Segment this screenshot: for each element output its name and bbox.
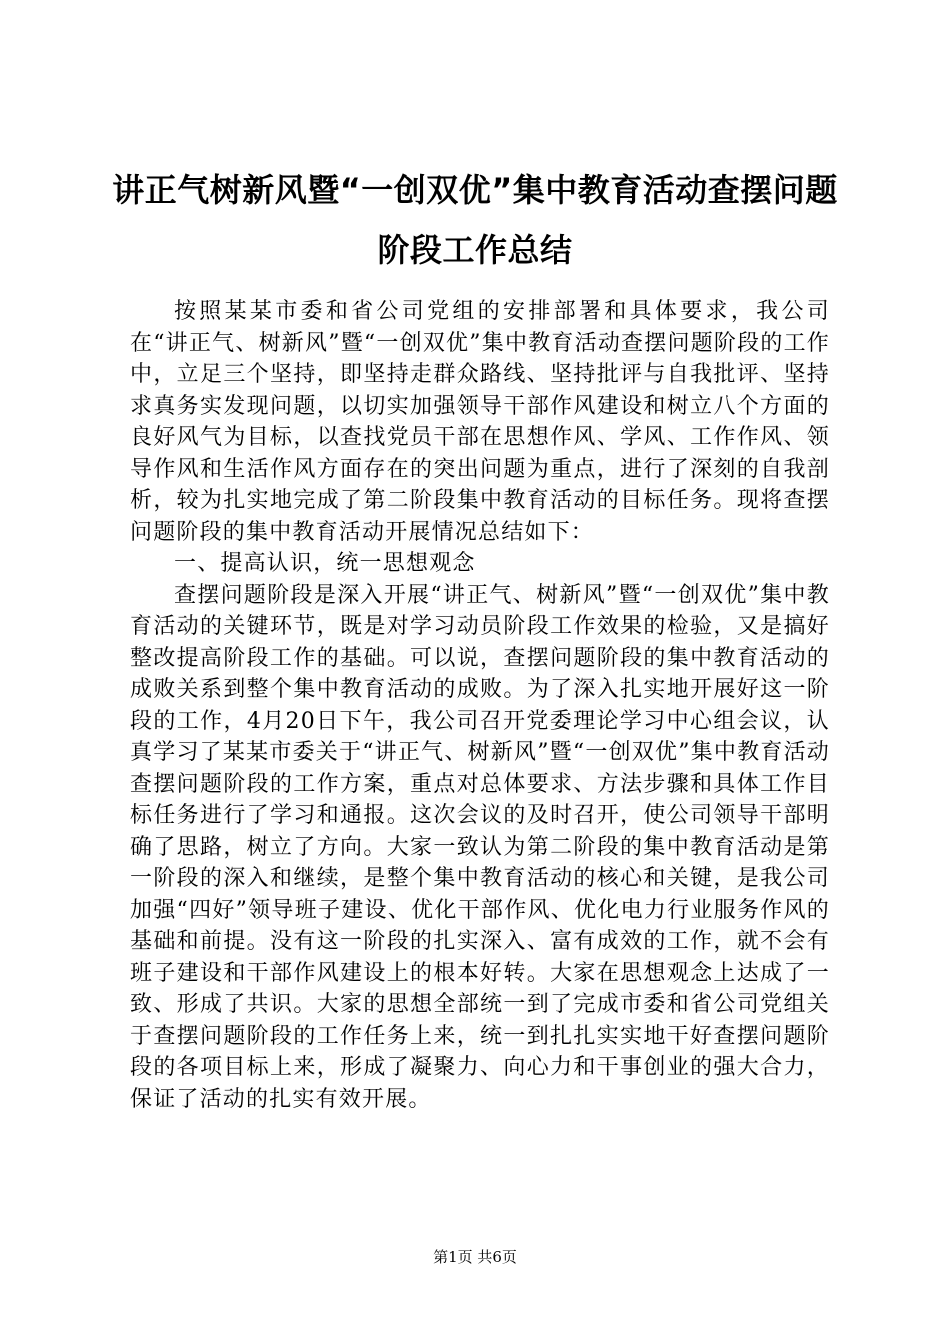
document-body — [130, 296, 830, 1115]
body-paragraph: 查摆问题阶段是深入开展“讲正气、树新风”暨“一创双优”集中教育活动的关键环节，既是对学习动员阶段工作效果的检验，又是搞好整改提高阶段工作的基础。可以说，查摆问题阶段的集中教育活动的成败关系到整个集中教育活动的成败。为了深入扎实地开展好这一阶段的工作，4月20日下午，我公司召开党委理论学习中心组会议，认真学习了某某市委关于“讲正气、树新风”暨“一创双优”集中教育活动查摆问题阶段的工作方案，重点对总体要求、方法步骤和具体工作目标任务进行了学习和通报。这次会议的及时召开，使公司领导干部明确了思路，树立了方向。大家一致认为第二阶段的集中教育活动是第一阶段的深入和继续，是整个集中教育活动的核心和关键，是我公司加强“四好”领导班子建设、优化干部作风、优化电力行业服务作风的基础和前提。没有这一阶段的扎实深入、富有成效的工作，就不会有班子建设和干部作风建设上的根本好转。大家在思想观念上达成了一致、形成了共识。大家的思想全部统一到了完成市委和省公司党组关于查摆问题阶段的工作任务上来，统一到扎扎实实地干好查摆问题阶段的各项目标上来，形成了凝聚力、向心力和干事创业的强大合力，保证了活动的扎实有效开展。 — [130, 582, 830, 1112]
page-number-footer: 第1页 共6页 — [433, 1248, 517, 1266]
intro-paragraph: 按照某某市委和省公司党组的安排部署和具体要求，我公司在“讲正气、树新风”暨“一创双优”集中教育活动查摆问题阶段的工作中，立足三个坚持，即坚持走群众路线、坚持批评与自我批评、坚持求真务实发现问题，以切实加强领导干部作风建设和树立八个方面的良好风气为目标，以查找党员干部在思想作风、学风、工作作风、领导作风和生活作风方面存在的突出问题为重点，进行了深刻的自我剖析，较为扎实地完成了第二阶段集中教育活动的目标任务。现将查摆问题阶段的集中教育活动开展情况总结如下： — [130, 299, 830, 545]
document-title: 讲正气树新风暨“一创双优”集中教育活动查摆问题阶段工作总结 — [112, 171, 838, 269]
section-heading: 一、提高认识，统一思想观念 — [174, 551, 476, 576]
